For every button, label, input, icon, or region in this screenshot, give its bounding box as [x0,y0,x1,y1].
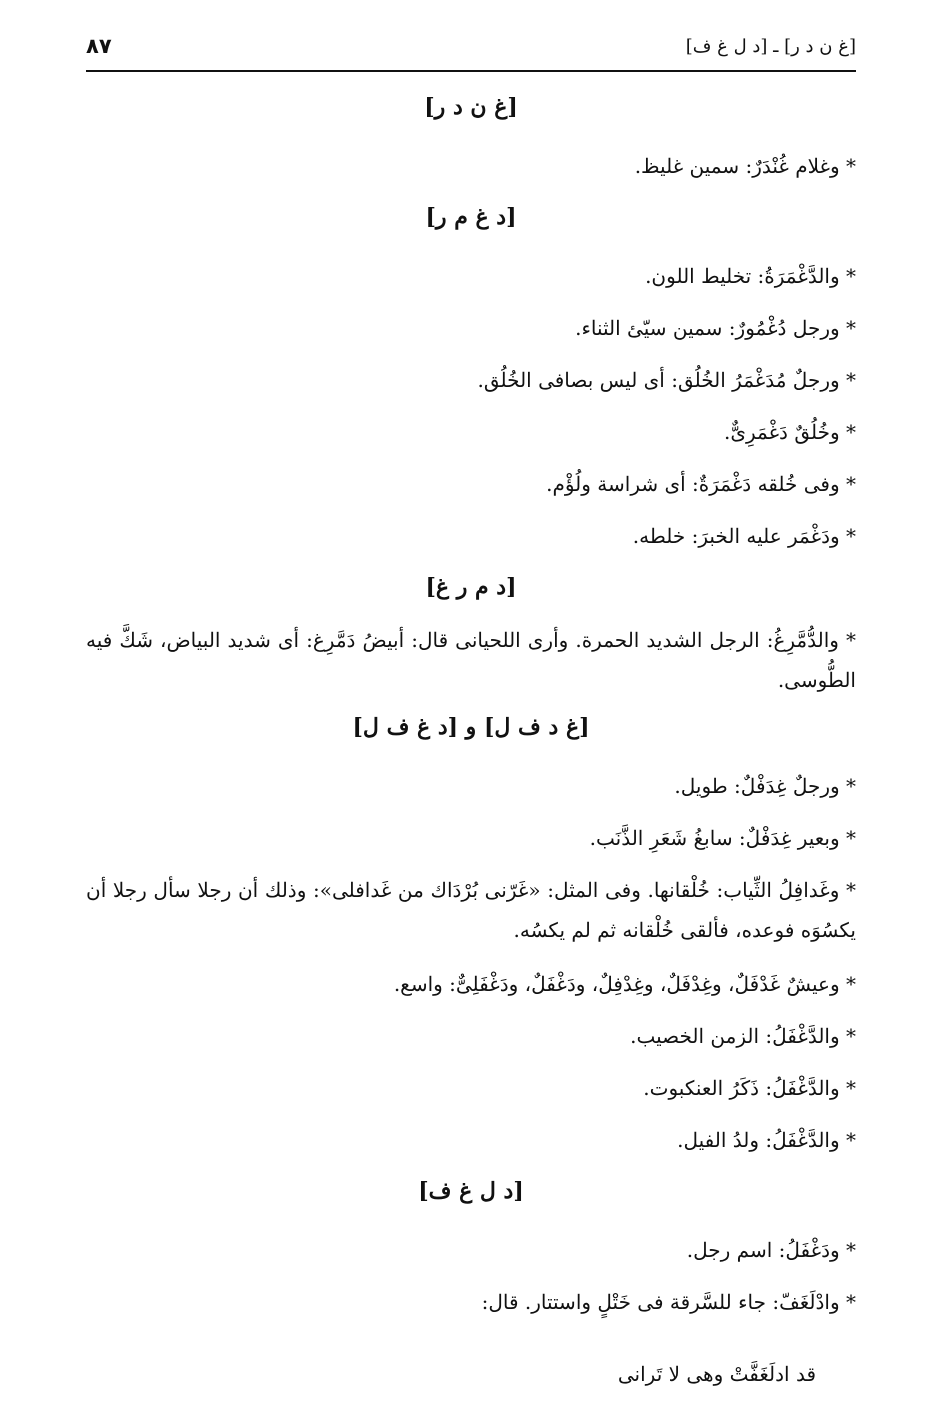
dictionary-entry: * وادْلَغَفّ: جاء للسَّرقة فى خَتْلٍ واستتار. قال: [481,1290,856,1314]
dictionary-entry: * والدَّغْمَرَةُ: تخليط اللون. [645,264,856,288]
root-heading: [غ د ف ل] و [د غ ف ل] [352,714,590,740]
root-heading: [غ ن د ر] [424,94,518,120]
dictionary-entry: * والدَّغْفَلُ: ولدُ الفيل. [677,1128,856,1152]
dictionary-entry: * ورجلٌ غِدَفْلٌ: طويل. [674,774,856,798]
dictionary-entry: * ورجلٌ مُدَغْمَرُ الخُلُق: أى ليس بصافى الخُلُق. [477,368,856,392]
root-section-ghndr [86,88,856,192]
dictionary-entry: * والدَّغْفَلُ: الزمن الخصيب. [630,1024,856,1048]
poetry-verse: قد ادلَغَفَّتْ وهى لا تَرانى [617,1362,816,1386]
dictionary-entry: * وخُلُقٌ دَغْمَرِىٌّ. [723,420,856,444]
dictionary-entry: * والدَّغْفَلُ: ذَكَرُ العنكبوت. [643,1076,856,1100]
page-number: ٨٧ [86,34,112,58]
page-body [86,82,856,1420]
dictionary-entry: * وغلام غُنْدَرٌ: سمين غليظ. [634,154,856,178]
dictionary-entry: * ورجل دُغْمُورٌ: سمين سيّئ الثناء. [575,316,856,340]
dictionary-entry: * ودَغْمَر عليه الخبرَ: خلطه. [632,524,856,548]
root-heading: [د غ م ر] [425,204,517,230]
root-section-dlghf [86,1172,856,1400]
root-section-dghmr [86,198,856,562]
dictionary-entry: * وبعير غِدَفْلٌ: سابغُ شَعَرِ الذَّنَب. [589,826,856,850]
dictionary-entry: * وغَدافِلُ الثِّياب: خُلْقانها. وفى المثل: «غَرّنى بُرْدَاك من غَدافلى»: وذلك أن رجلا سأل رجلا أن يكسُوَه فوعده، فألقى خُلْقانه ثم لم يكسُه. [86,878,856,942]
root-section-dmrgh [86,568,856,700]
dictionary-entry: * وفى خُلقه دَغْمَرَةٌ: أى شراسة ولُؤْم. [546,472,856,496]
dictionary-entry: * والدُّمَّرِغُ: الرجل الشديد الحمرة. وأرى اللحيانى قال: أبيضُ دَمَّرِغ: أى شديد البياض، شَكَّ فيه الطُّوسى. [86,628,856,692]
dictionary-entry: * ودَغْفَلُ: اسم رجل. [686,1238,856,1262]
root-heading: [د م ر غ] [425,574,517,600]
root-section-ghdfl [86,708,856,1166]
page-header [86,34,856,72]
running-head: [غ ن د ر] ـ [د ل غ ف] [685,36,856,57]
dictionary-entry: * وعيشٌ غَدْفَلٌ، وغِدْفَلٌ، وغِدْفِلٌ، ودَغْفَلٌ، ودَغْفَلِىٌّ: واسع. [393,972,856,996]
root-heading: [د ل غ ف] [418,1178,524,1204]
